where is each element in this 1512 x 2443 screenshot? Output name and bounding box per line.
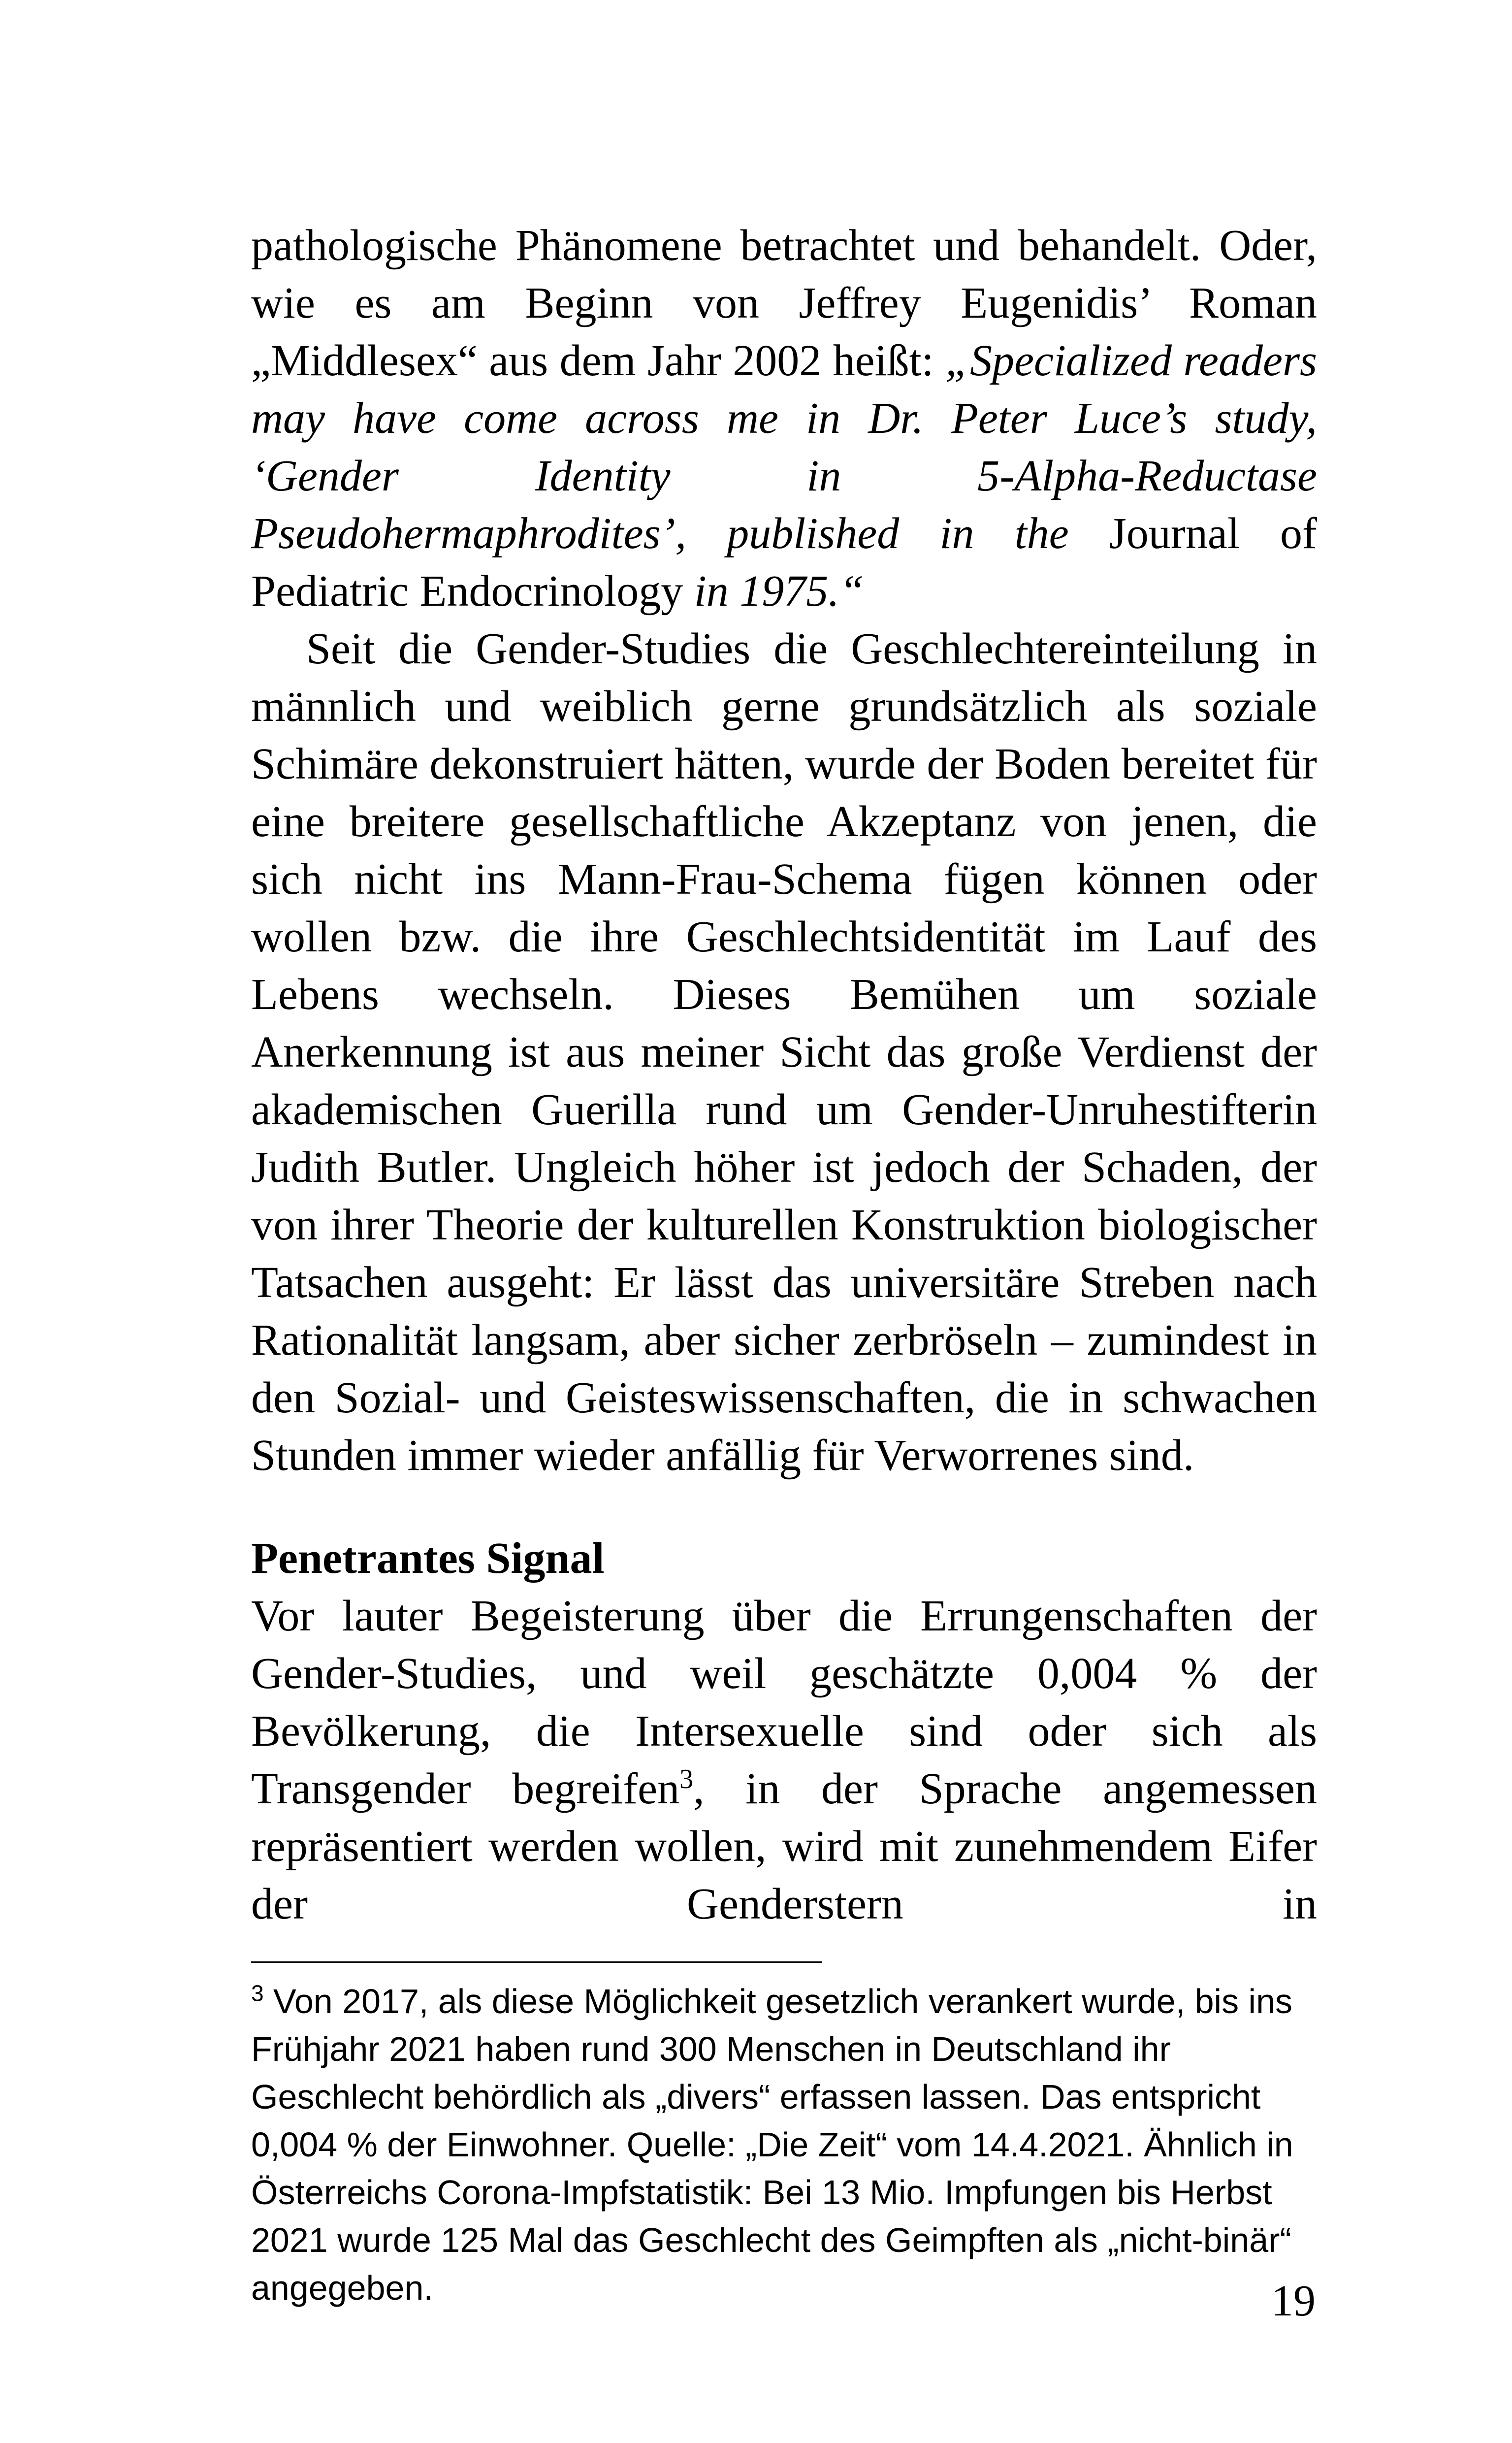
paragraph-penetrantes-signal <box>251 1587 1317 1933</box>
journal-name-text: Journal of Pediatric Endocrinology <box>251 509 1317 616</box>
footnote-text: Von 2017, als diese Möglichkeit gesetzlich verankert wurde, bis ins Frühjahr 2021 haben rund 300 Menschen in Deutschland ihr Geschlecht behördlich als „divers“ erfassen lassen. Das entspricht 0,004 % der Einwohner. Quelle: „Die Zeit“ vom 14.4.2021. Ähnlich in Österreichs Corona-Impfstatistik: Bei 13 Mio. Impfungen bis Herbst 2021 wurde 125 Mal das Geschlecht des Geimpften als „nicht-binär“ angegeben. <box>251 1982 1293 2307</box>
footnote-reference: 3 <box>679 1764 694 1794</box>
footnote-marker: 3 <box>251 1980 264 2006</box>
footnote <box>251 1978 1317 2312</box>
quoted-italic-text: „Specialized readers may have come across me in Dr. Peter Luce’s study, ‘Gender Identity in 5-Alpha-Reductase Pseudohermaphrodites’, published in the <box>251 336 1317 558</box>
text-column <box>251 217 1317 2312</box>
page-number: 19 <box>1271 2277 1316 2325</box>
paragraph-text: , in der Sprache angemessen repräsentiert werden wollen, wird mit zunehmendem Eifer der Genderstern in <box>251 1764 1318 1928</box>
section-heading: Penetrantes Signal <box>251 1534 605 1583</box>
footnote-separator-rule <box>251 1961 822 1963</box>
quoted-italic-text-end: in 1975.“ <box>694 567 864 616</box>
paragraph-continuation <box>251 217 1317 620</box>
paragraph-gender-studies: Seit die Gender-Studies die Geschlechtereinteilung in männlich und weiblich gerne grundsätzlich als soziale Schimäre dekonstruiert hätten, wurde der Boden bereitet für eine breitere gesellschaftliche Akzeptanz von jenen, die sich nicht ins Mann-Frau-Schema fügen können oder wollen bzw. die ihre Geschlechtsidentität im Lauf des Lebens wechseln. Dieses Bemühen um soziale Anerkennung ist aus meiner Sicht das große Verdienst der akademischen Guerilla rund um Gender-Unruhestifterin Judith Butler. Ungleich höher ist jedoch der Schaden, der von ihrer Theorie der kulturellen Konstruktion biologischer Tatsachen ausgeht: Er lässt das universitäre Streben nach Rationalität langsam, aber sicher zerbröseln – zumindest in den Sozial- und Geisteswissenschaften, die in schwachen Stunden immer wieder anfällig für Verworrenes sind. <box>251 624 1317 1480</box>
paragraph-text: pathologische Phänomene betrachtet und behandelt. Oder, wie es am Beginn von Jeffrey Eugenidis’ Roman „Middlesex“ aus dem Jahr 2002 heißt: <box>251 221 1317 385</box>
paragraph-text: Vor lauter Begeisterung über die Errungenschaften der Gender-Studies, und weil geschätzte 0,004 % der Bevölkerung, die Intersexuelle sind oder sich als Transgender begreifen <box>251 1592 1317 1813</box>
